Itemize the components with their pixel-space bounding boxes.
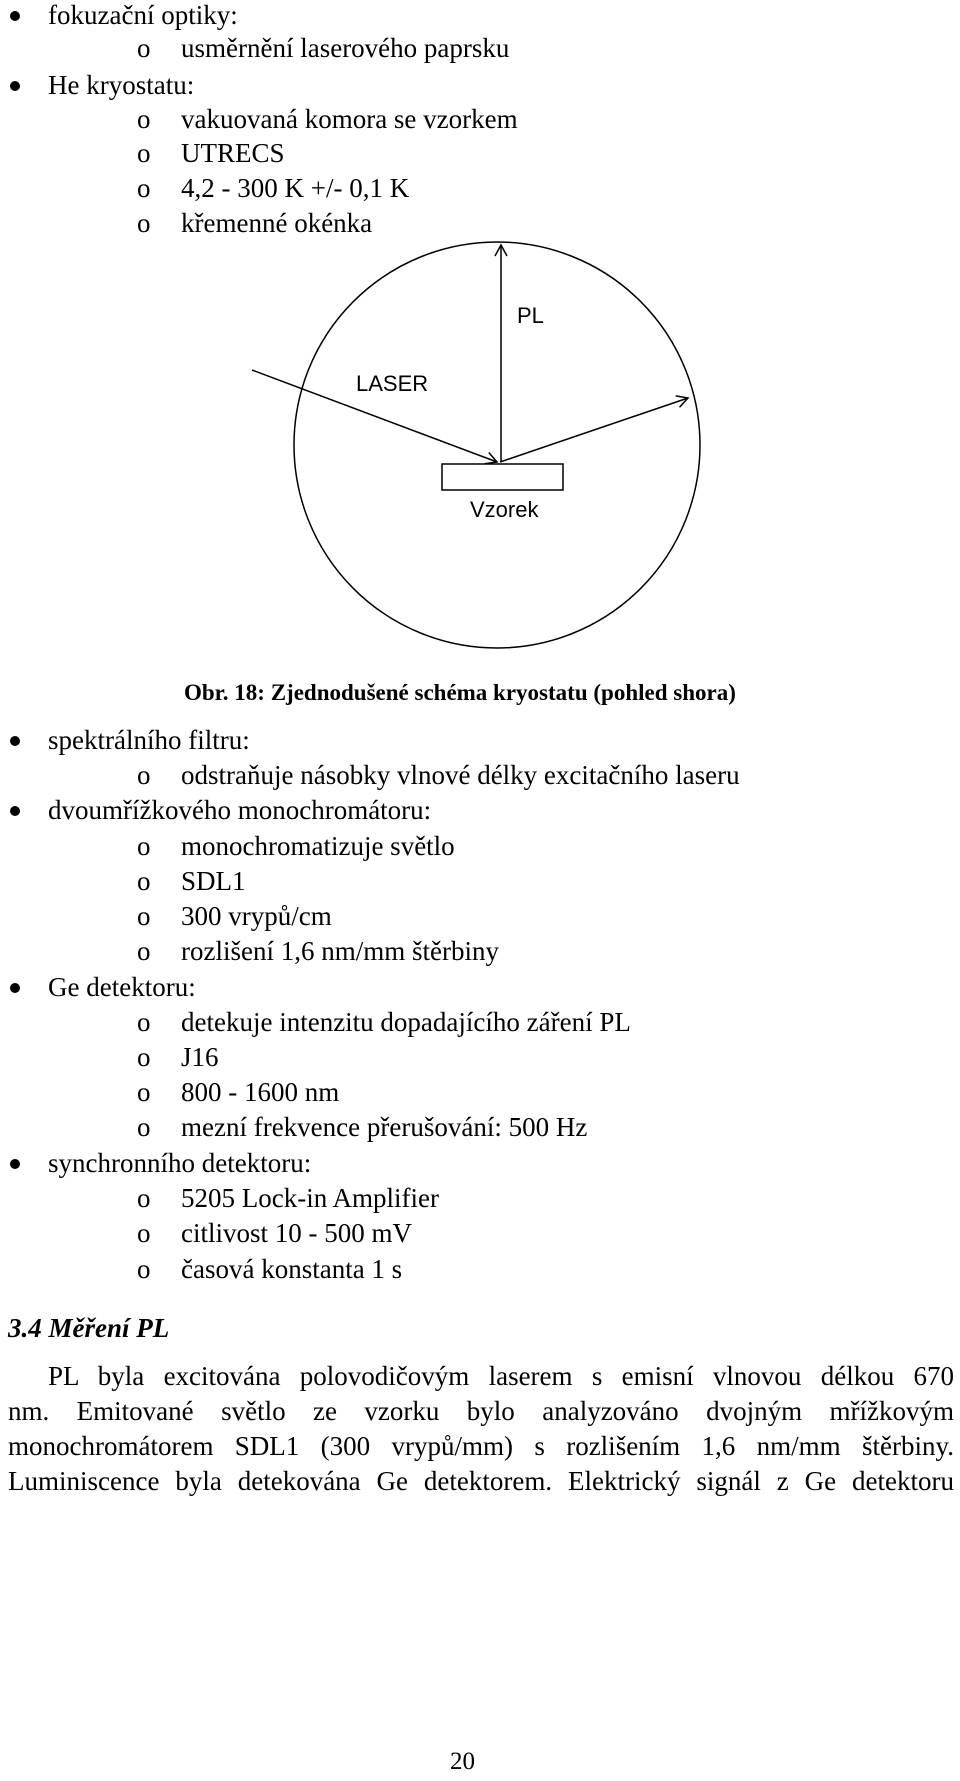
list-item: spektrálního filtru: bbox=[48, 727, 250, 754]
list-item: Ge detektoru: bbox=[48, 974, 196, 1001]
figure-caption-text: Zjednodušené schéma kryostatu (pohled shora) bbox=[270, 680, 736, 705]
cryostat-chamber bbox=[294, 242, 700, 648]
list-item: dvoumřížkového monochromátoru: bbox=[48, 797, 431, 824]
list-item: fokuzační optiky: bbox=[48, 2, 238, 29]
bullet-icon bbox=[10, 1159, 20, 1169]
paragraph-line: Luminiscence byla detekována Ge detektorem. Elektrický signál z Ge detektoru bbox=[8, 1466, 954, 1496]
reflected-beam bbox=[500, 398, 688, 462]
paragraph-line: nm. Emitované světlo ze vzorku bylo analyzováno dvojným mřížkovým bbox=[8, 1396, 954, 1426]
paragraph-line: PL byla excitována polovodičovým laserem s emisní vlnovou délkou 670 bbox=[48, 1361, 954, 1391]
bullet-icon bbox=[10, 983, 20, 993]
bullet-icon bbox=[10, 736, 20, 746]
pl-label: PL bbox=[517, 303, 544, 328]
list-item: synchronního detektoru: bbox=[48, 1150, 311, 1177]
section-heading: 3.4 Měření PL bbox=[8, 1313, 170, 1343]
page-number: 20 bbox=[450, 1748, 475, 1775]
cryostat-diagram bbox=[0, 0, 960, 700]
laser-label: LASER bbox=[356, 371, 429, 396]
figure-caption bbox=[184, 680, 736, 706]
list-item: He kryostatu: bbox=[48, 72, 194, 99]
figure-number: Obr. 18: bbox=[184, 680, 265, 705]
sample bbox=[442, 464, 563, 490]
bullet-icon bbox=[10, 806, 20, 816]
sample-label: Vzorek bbox=[470, 497, 539, 522]
paragraph-line: monochromátorem SDL1 (300 vrypů/mm) s rozlišením 1,6 nm/mm štěrbiny. bbox=[8, 1431, 954, 1461]
